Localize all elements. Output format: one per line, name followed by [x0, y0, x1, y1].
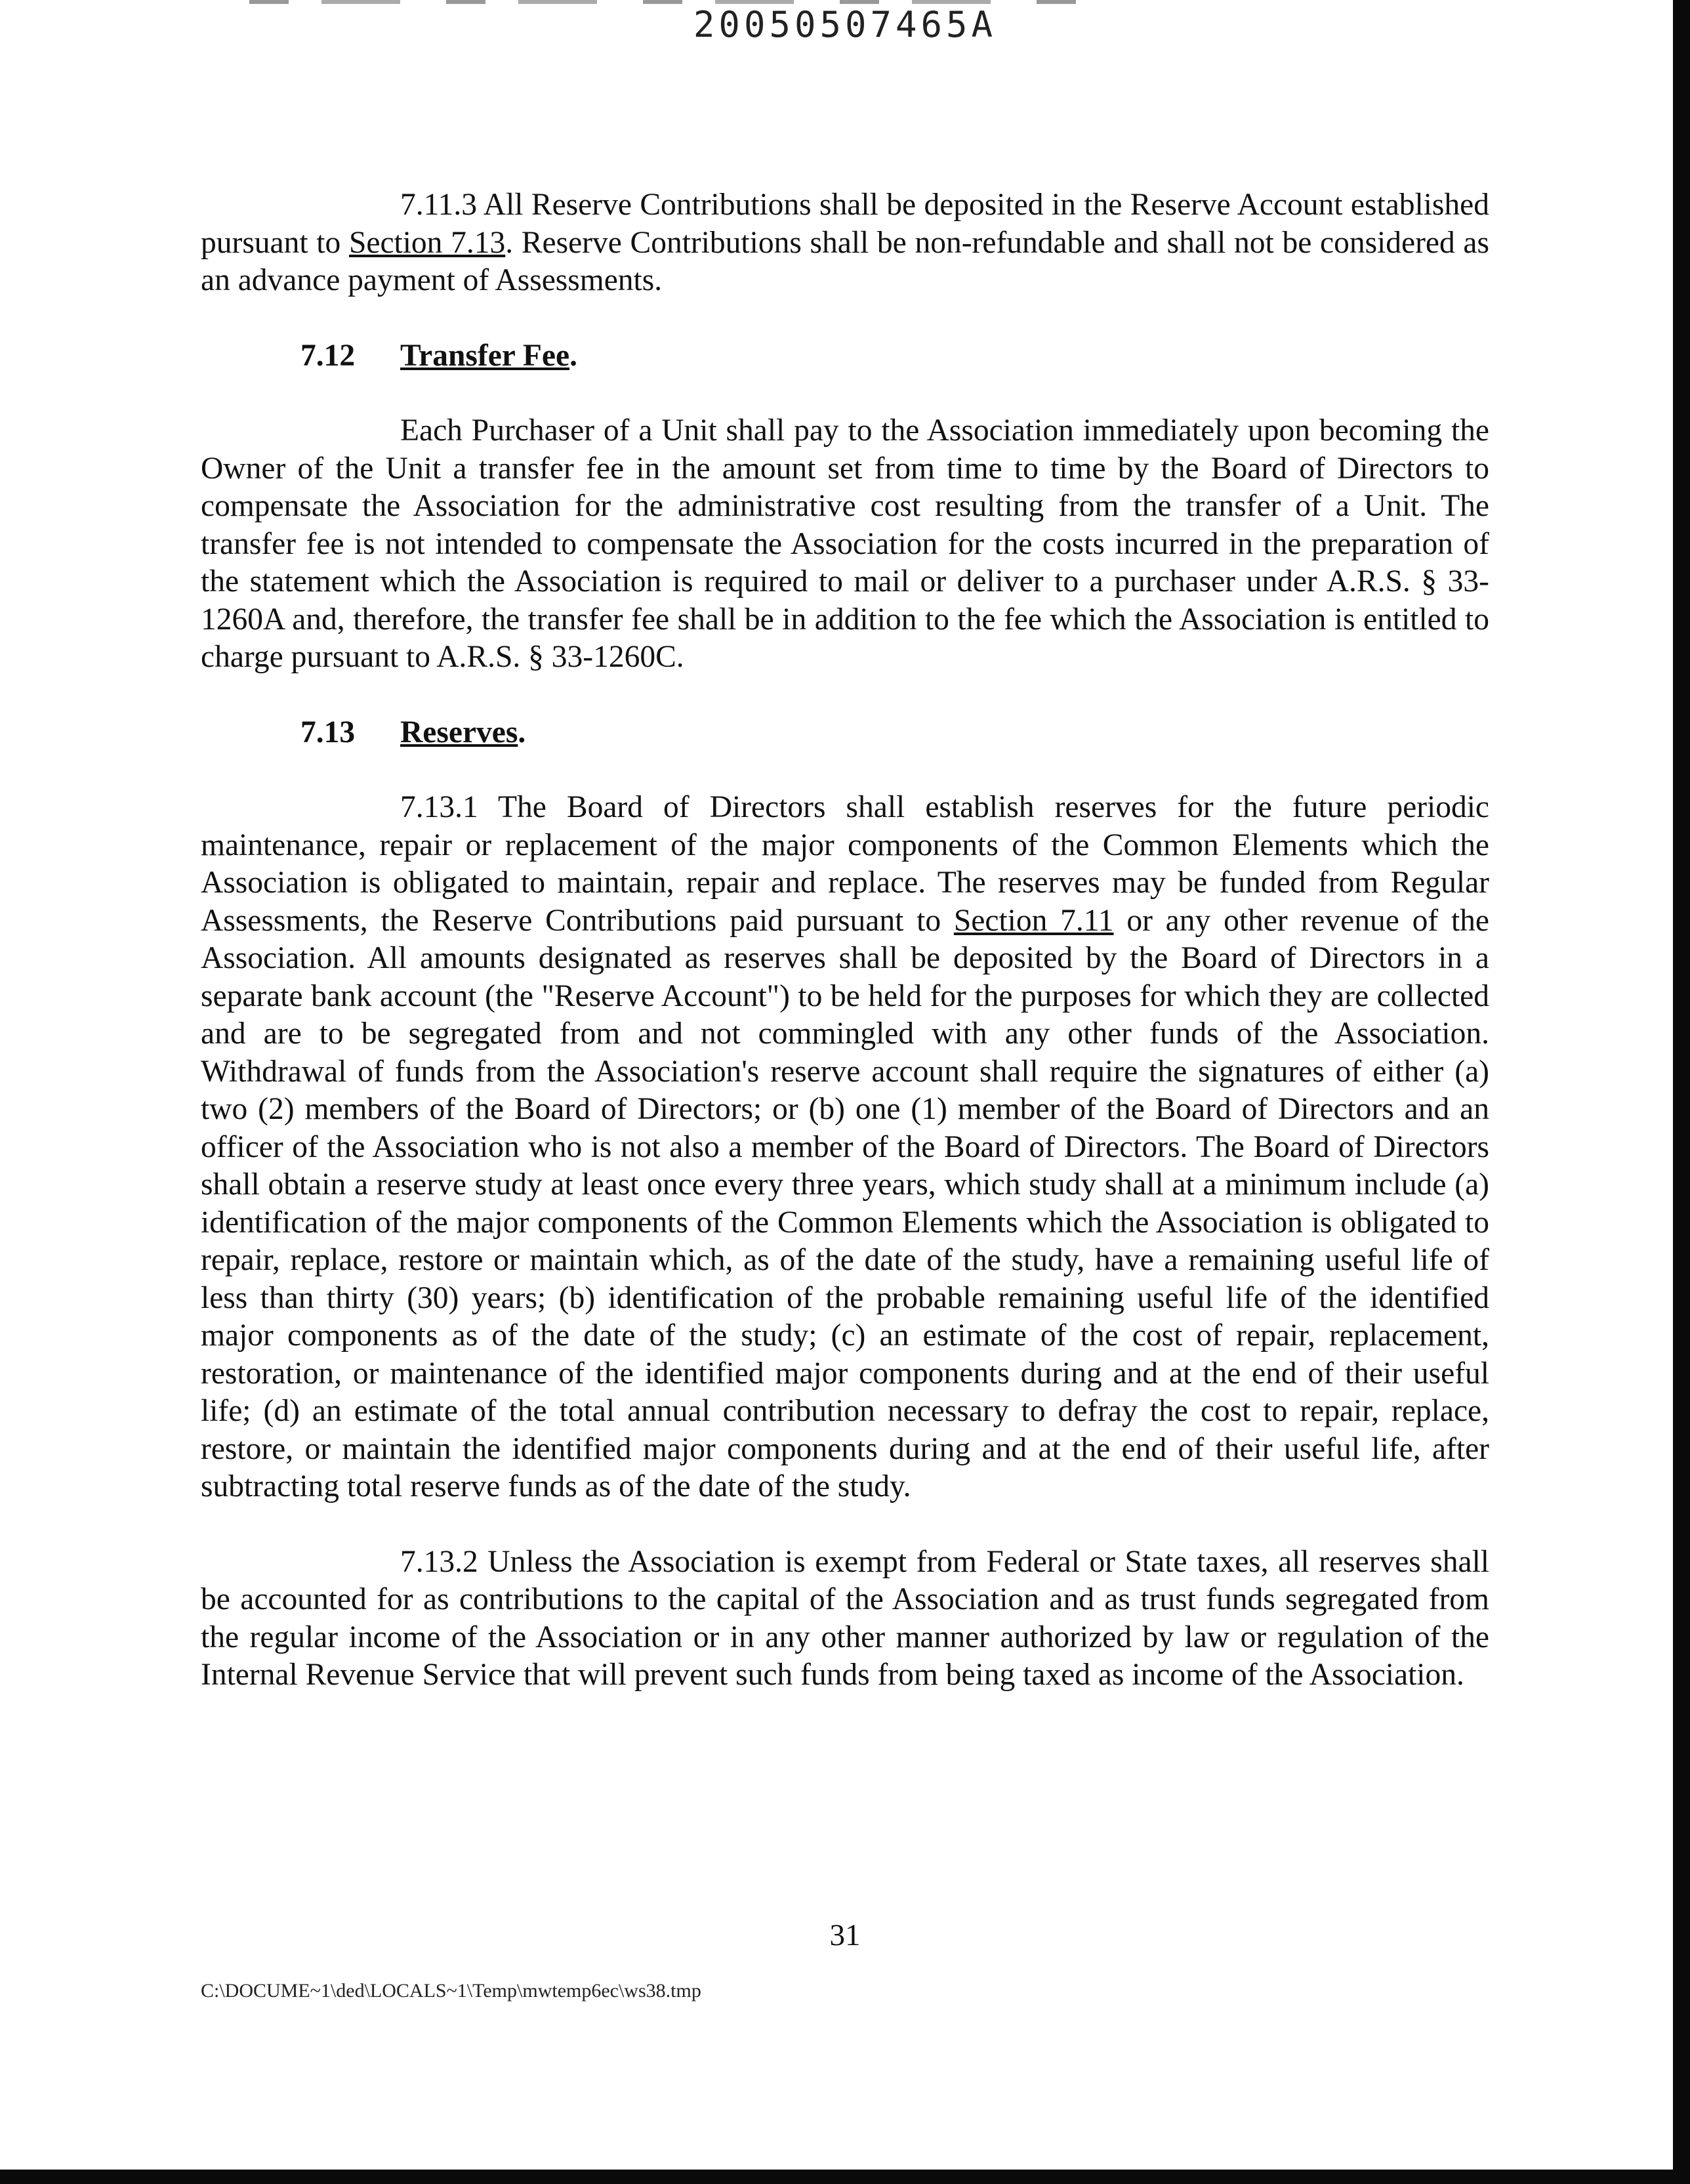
section-number-7-12: 7.12 — [300, 338, 356, 373]
section-7-11-reference: Section 7.11 — [953, 903, 1114, 938]
page-body — [201, 186, 1489, 1694]
document-number: 20050507465A — [693, 4, 997, 45]
paragraph-7-11-3 — [201, 186, 1489, 300]
section-title-reserves: Reserves — [400, 715, 518, 749]
scan-border-right — [1673, 0, 1690, 2184]
section-number-7-13: 7.13 — [300, 715, 356, 749]
section-heading-7-13 — [201, 714, 1489, 752]
section-heading-7-12 — [201, 337, 1489, 375]
paragraph-7-11-3-text-a: 7.11.3 All Reserve Contributions shall be deposited in the Reserve Account established pursuant to — [201, 188, 1489, 260]
file-path-footer: C:\DOCUME~1\ded\LOCALS~1\Temp\mwtemp6ec\ws38.tmp — [201, 1980, 701, 2002]
scan-border-bottom — [0, 2170, 1690, 2184]
paragraph-7-13-1-text-a: 7.13.1 The Board of Directors shall establish reserves for the future periodic maintenance, repair or replacement of the major components of the Common Elements which the Association is obligated to maintain, repair and replace. The reserves may be funded from Regular Assessments, the Reserve Contributions paid pursuant to — [201, 790, 1489, 938]
paragraph-7-13-2: 7.13.2 Unless the Association is exempt from Federal or State taxes, all reserves shall be accounted for as contributions to the capital of the Association and as trust funds segregated from the regular income of the Association or in any other manner authorized by law or regulation of the Internal Revenue Service that will prevent such funds from being taxed as income of the Association. — [201, 1544, 1489, 1692]
spacer — [201, 677, 1489, 714]
paragraph-7-13-1-text-b: or any other revenue of the Association. All amounts designated as reserves shall be deposited by the Board of Directors in a separate bank account (the "Reserve Account") to be held for the purposes for which they are collected and are to be segregated from and not commingled with any other funds of the Association. Withdrawal of funds from the Association's reserve account shall require the signatures of either (a) two (2) members of the Board of Directors; or (b) one (1) member of the Board of Directors and an officer of the Association who is not also a member of the Board of Directors. The Board of Directors shall obtain a reserve study at least once every three years, which study shall at a minimum include (a) identification of the major components of the Common Elements which the Association is obligated to repair, replace, restore or maintain which, as of the date of the study, have a remaining useful life of less than thirty (30) years; (b) identification of the probable remaining useful life of the identified major components as of the date of the study; (c) an estimate of the cost of repair, replacement, restoration, or maintenance of the identified major components during and at the end of their useful life; (d) an estimate of the total annual contribution necessary to defray the cost to repair, replace, restore, or maintain the identified major components during and at the end of their useful life, after subtracting total reserve funds as of the date of the study. — [201, 903, 1489, 1503]
section-title-punct: . — [518, 715, 526, 749]
paragraph-7-12: Each Purchaser of a Unit shall pay to the Association immediately upon becoming the Owner of the Unit a transfer fee in the amount set from time to time by the Board of Directors to compensate the Association for the administrative cost resulting from the transfer of a Unit. The transfer fee is not intended to compensate the Association for the costs incurred in the preparation of the statement which the Association is required to mail or deliver to a purchaser under A.R.S. § 33-1260A and, therefore, the transfer fee shall be in addition to the fee which the Association is entitled to charge pursuant to A.R.S. § 33-1260C. — [201, 413, 1489, 674]
section-7-13-reference: Section 7.13 — [348, 225, 506, 260]
section-title-transfer-fee: Transfer Fee — [400, 338, 570, 373]
spacer — [201, 300, 1489, 337]
spacer — [201, 1506, 1489, 1544]
paragraph-7-11-3-text-b: . Reserve Contributions shall be non-refundable and shall not be considered as an advance payment of Assessments. — [201, 225, 1490, 297]
spacer — [201, 751, 1489, 789]
paragraph-7-13-1 — [201, 789, 1489, 1506]
spacer — [201, 375, 1489, 412]
section-title-punct: . — [569, 338, 577, 373]
page-number: 31 — [829, 1918, 861, 1952]
